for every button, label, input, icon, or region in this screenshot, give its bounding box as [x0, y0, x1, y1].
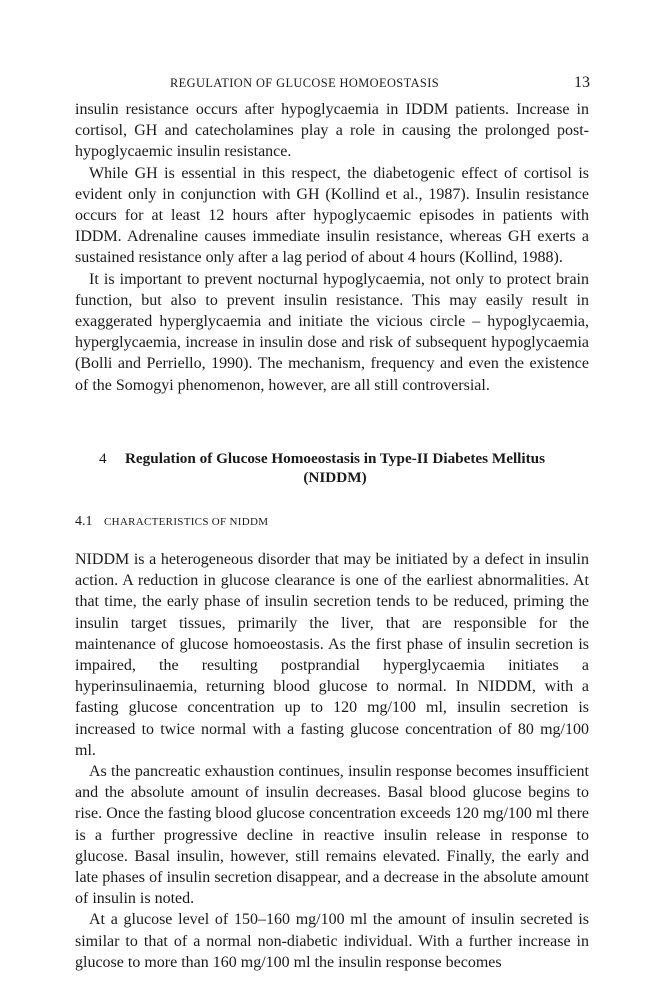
- running-title: REGULATION OF GLUCOSE HOMOEOSTASIS: [170, 76, 440, 90]
- text-block-bottom: [75, 549, 589, 973]
- paragraph: While GH is essential in this respect, the diabetogenic effect of cortisol is evident only in conjunction with GH (Kollind et al., 1987). Insulin resistance occurs for at least 12 hours after hypoglycaemic episodes in patients with IDDM. Adrenaline causes immediate insulin resistance, whereas GH exerts a sustained resistance only after a lag period of about 4 hours (Kollind, 1988).: [75, 164, 589, 267]
- paragraph: NIDDM is a heterogeneous disorder that may be initiated by a defect in insulin action. A reduction in glucose clearance is one of the earliest abnormalities. At that time, the early phase of insulin secretion tends to be reduced, priming the insulin target tissues, primarily the liver, that are responsible for the maintenance of glucose homoeostasis. As the first phase of insulin secretion is impaired, the resulting postprandial hyperglycaemia initiates a hyperinsulinaemia, returning blood glucose to normal. In NIDDM, with a fasting glucose concentration up to 120 mg/100 ml, insulin secretion is increased to twice normal with a fasting glucose concentration of 80 mg/100 ml.: [75, 551, 589, 759]
- subsection-title: CHARACTERISTICS OF NIDDM: [104, 516, 269, 528]
- paragraph: As the pancreatic exhaustion continues, insulin response becomes insufficient and the absolute amount of insulin decreases. Basal blood glucose begins to rise. Once the fasting blood glucose concentration exceeds 120 mg/100 ml there is a further progressive decline in reactive insulin release in response to glucose. Basal insulin, however, still remains elevated. Finally, the early and late phases of insulin secretion disappear, and a decrease in the absolute amount of insulin is noted.: [75, 763, 589, 908]
- subsection-number: 4.1: [75, 514, 93, 529]
- paragraph: At a glucose level of 150–160 mg/100 ml the amount of insulin secreted is similar to that of a normal non-diabetic individual. With a further increase in glucose to more than 160 mg/100 ml the insulin response becomes: [75, 911, 589, 971]
- section-title-line1: Regulation of Glucose Homoeostasis in Type-II Diabetes Mellitus: [124, 450, 546, 467]
- section-number: 4: [99, 450, 107, 467]
- text-block-top: [75, 99, 589, 396]
- section-heading: [95, 449, 575, 487]
- running-header: [0, 74, 666, 94]
- section-title-line2: (NIDDM): [303, 469, 367, 486]
- page-number: 13: [574, 74, 590, 91]
- paragraph: It is important to prevent nocturnal hypoglycaemia, not only to protect brain function, but also to prevent insulin resistance. This may easily result in exaggerated hyperglycaemia and initiate the vicious circle – hypoglycaemia, hyperglycaemia, increase in insulin dose and risk of subsequent hypoglycaemia (Bolli and Perriello, 1990). The mechanism, frequency and even the existence of the Somogyi phenomenon, however, are all still controversial.: [75, 270, 589, 394]
- paragraph: insulin resistance occurs after hypoglycaemia in IDDM patients. Increase in cortisol, GH and catecholamines play a role in causing the prolonged post-hypoglycaemic insulin resistance.: [75, 101, 589, 161]
- subsection-heading: [75, 514, 268, 530]
